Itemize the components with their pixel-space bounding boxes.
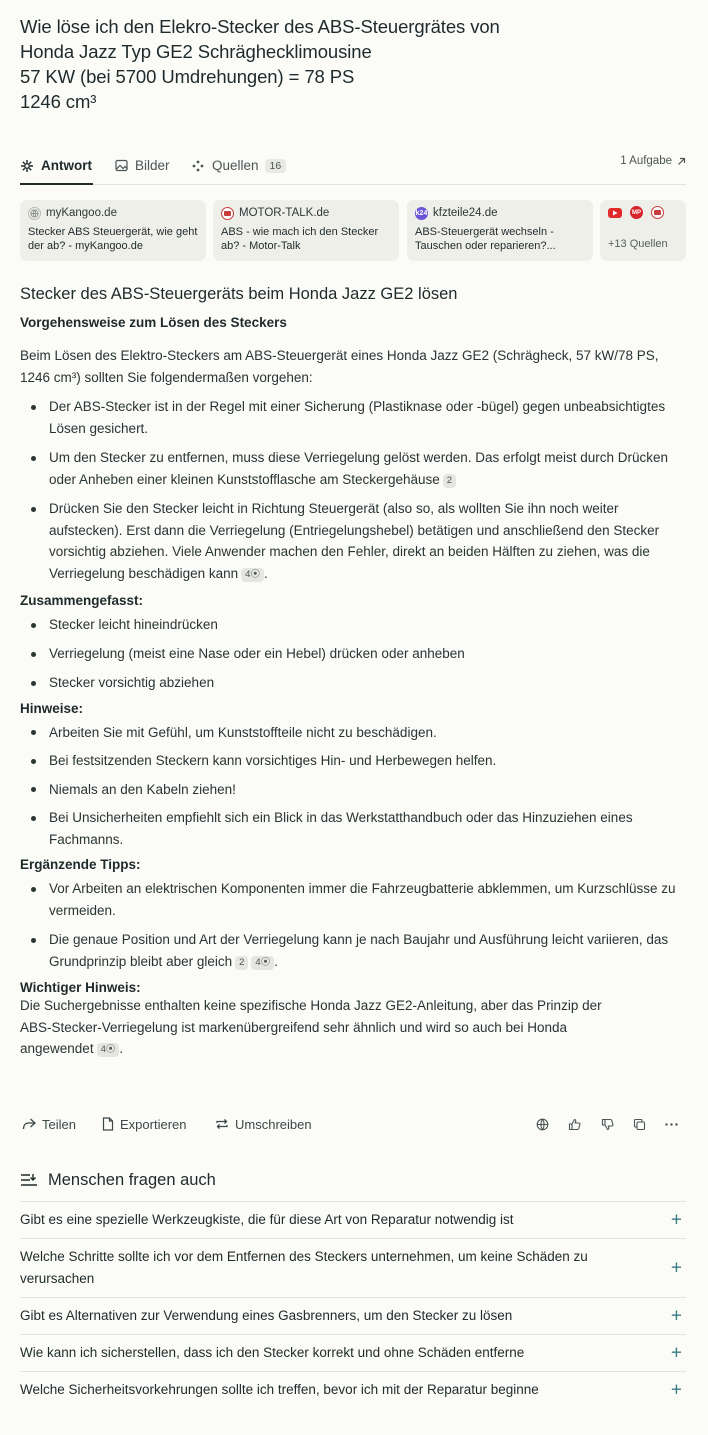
section-heading: Hinweise:	[20, 700, 84, 716]
active-tab-indicator	[20, 183, 93, 185]
plus-icon: +	[670, 1209, 682, 1231]
source-site: myKangoo.de	[46, 207, 117, 219]
citation-badge[interactable]: 4⦿	[251, 956, 274, 970]
tab-sources[interactable]	[191, 146, 286, 185]
list-item: Der ABS-Stecker ist in der Regel mit einer Sicherung (Plastiknase oder -bügel) gegen unbeabsichtigtes Lösen gesichert.	[20, 396, 686, 439]
related-header	[20, 1165, 686, 1195]
arrow-up-right-icon	[677, 157, 686, 166]
copy-icon[interactable]	[630, 1115, 648, 1133]
rewrite-label: Umschreiben	[235, 1116, 312, 1132]
more-sources-label: +13 Quellen	[608, 238, 668, 250]
share-icon	[22, 1118, 36, 1130]
rewrite-button[interactable]	[215, 1110, 312, 1138]
source-title: ABS-Steuergerät wechseln - Tauschen oder reparieren?...	[415, 226, 556, 252]
related-question[interactable]: Wie kann ich sicherstellen, dass ich den Stecker korrekt und ohne Schäden entferne +	[20, 1334, 686, 1371]
related-question[interactable]: Gibt es eine spezielle Werkzeugkiste, die für diese Art von Reparatur notwendig ist +	[20, 1201, 686, 1238]
related-questions	[20, 1165, 686, 1408]
sources-icon	[191, 159, 205, 173]
task-link-label: 1 Aufgabe	[620, 155, 672, 167]
summary-list	[20, 614, 686, 694]
globe-icon	[28, 207, 41, 220]
answer-title: Stecker des ABS-Steuergeräts beim Honda Jazz GE2 lösen	[20, 285, 458, 303]
plus-icon: +	[670, 1342, 682, 1364]
document-icon	[102, 1117, 114, 1131]
image-icon	[114, 159, 128, 173]
answer-icon	[20, 159, 34, 173]
list-item: Vor Arbeiten an elektrischen Komponenten immer die Fahrzeugbatterie abklemmen, um Kurzschlüsse zu vermeiden.	[20, 878, 686, 921]
related-list	[20, 1201, 686, 1408]
tips-list	[20, 878, 686, 972]
answer-content	[20, 282, 686, 1060]
motor-talk-icon	[221, 207, 234, 220]
source-card[interactable]	[20, 200, 206, 261]
source-title: Stecker ABS Steuergerät, wie geht der ab? - myKangoo.de	[28, 226, 198, 252]
list-item: Stecker leicht hineindrücken	[20, 614, 686, 636]
list-item: Um den Stecker zu entfernen, muss diese Verriegelung gelöst werden. Das erfolgt meist durch Drücken oder Anheben einer kleinen Kunststofflasche am Steckergehäuse 2	[20, 447, 686, 490]
plus-icon: +	[670, 1305, 682, 1327]
related-title: Menschen fragen auch	[48, 1170, 216, 1189]
related-question[interactable]: Gibt es Alternativen zur Verwendung eines Gasbrenners, um den Stecker zu lösen +	[20, 1297, 686, 1334]
more-options-icon[interactable]	[662, 1115, 680, 1133]
kfzteile24-icon: k24	[415, 207, 428, 220]
source-card[interactable]	[407, 200, 593, 261]
list-item: Stecker vorsichtig abziehen	[20, 672, 686, 694]
mp-icon: MP	[630, 206, 643, 219]
globe-icon[interactable]	[533, 1115, 551, 1133]
source-title: ABS - wie mach ich den Stecker ab? - Motor-Talk	[221, 226, 379, 252]
answer-page	[20, 0, 686, 1401]
share-label: Teilen	[42, 1116, 76, 1132]
notes-list	[20, 722, 686, 851]
youtube-icon	[608, 208, 622, 218]
section-heading: Vorgehensweise zum Lösen des Steckers	[20, 315, 287, 330]
section-heading: Zusammengefasst:	[20, 593, 144, 608]
citation-badge[interactable]: 4⦿	[241, 568, 264, 582]
plus-icon: +	[670, 1257, 682, 1279]
tab-answer-label: Antwort	[41, 158, 92, 173]
list-item: Die genaue Position und Art der Verriegelung kann je nach Baujahr und Ausführung leicht variieren, das Grundprinzip bleibt aber gleich 2 4⦿ .	[20, 929, 686, 972]
citation-badge[interactable]: 2	[443, 474, 456, 488]
sources-count-badge: 16	[265, 159, 287, 173]
tab-sources-label: Quellen	[212, 158, 259, 173]
tab-images-label: Bilder	[135, 158, 170, 173]
section-heading: Ergänzende Tipps:	[20, 857, 141, 872]
thumbs-down-icon[interactable]	[598, 1115, 616, 1133]
list-item: Bei festsitzenden Steckern kann vorsichtiges Hin- und Herbewegen helfen.	[20, 750, 686, 772]
answer-actions	[20, 1110, 686, 1138]
question-title: Wie löse ich den Elekro-Stecker des ABS-Steuergrätes von Honda Jazz Typ GE2 Schräghecklimousine 57 KW (bei 5700 Umdrehungen) = 78 PS 1246 cm³	[20, 16, 500, 112]
source-site: MOTOR-TALK.de	[239, 207, 330, 219]
tab-images[interactable]	[114, 146, 170, 185]
list-item: Bei Unsicherheiten empfiehlt sich ein Blick in das Werkstatthandbuch oder das Hinzuziehen eines Fachmanns.	[20, 807, 686, 850]
motor-talk-icon	[651, 206, 664, 219]
section-heading: Wichtiger Hinweis:	[20, 980, 141, 995]
tab-answer[interactable]	[20, 146, 92, 185]
repeat-icon	[215, 1118, 229, 1130]
share-button[interactable]	[22, 1110, 76, 1138]
related-list-icon	[20, 1173, 38, 1187]
citation-badge[interactable]: 4⦿	[97, 1043, 120, 1057]
list-item: Arbeiten Sie mit Gefühl, um Kunststoffteile nicht zu beschädigen.	[20, 722, 686, 744]
task-link[interactable]	[620, 146, 686, 176]
steps-list	[20, 396, 686, 584]
export-button[interactable]	[102, 1110, 186, 1138]
more-sources-card[interactable]	[600, 200, 686, 261]
list-item: Niemals an den Kabeln ziehen!	[20, 779, 686, 801]
source-card[interactable]	[213, 200, 399, 261]
tab-bar	[20, 146, 686, 185]
list-item: Verriegelung (meist eine Nase oder ein Hebel) drücken oder anheben	[20, 643, 686, 665]
related-question[interactable]: Welche Schritte sollte ich vor dem Entfernen des Steckers unternehmen, um keine Schäden zu verursachen +	[20, 1238, 686, 1297]
citation-badge[interactable]: 2	[235, 956, 248, 970]
related-question[interactable]: Welche Sicherheitsvorkehrungen sollte ich treffen, bevor ich mit der Reparatur beginne +	[20, 1371, 686, 1408]
source-cards	[20, 200, 686, 261]
list-item: Drücken Sie den Stecker leicht in Richtung Steuergerät (also so, als wollten Sie ihn noch weiter aufstecken). Erst dann die Verriegelung (Entriegelungshebel) betätigen und anschließend den Stecker vorsichtig abziehen. Viele Anwender machen den Fehler, direkt an beiden Hälften zu ziehen, was die Verriegelung beschädigen kann 4⦿ .	[20, 498, 686, 584]
source-site: kfzteile24.de	[433, 207, 498, 219]
intro-paragraph: Beim Lösen des Elektro-Steckers am ABS-Steuergerät eines Honda Jazz GE2 (Schrägheck, 57 kW/78 PS, 1246 cm³) sollten Sie folgendermaßen vorgehen:	[20, 348, 659, 385]
plus-icon: +	[670, 1379, 682, 1401]
important-paragraph: Die Suchergebnisse enthalten keine spezifische Honda Jazz GE2-Anleitung, aber das Prinzip der ABS-Stecker-Verriegelung ist markenübergreifend sehr ähnlich und wird so auch bei Honda angewendet 4⦿ .	[20, 998, 602, 1056]
export-label: Exportieren	[120, 1116, 187, 1132]
thumbs-up-icon[interactable]	[565, 1115, 583, 1133]
